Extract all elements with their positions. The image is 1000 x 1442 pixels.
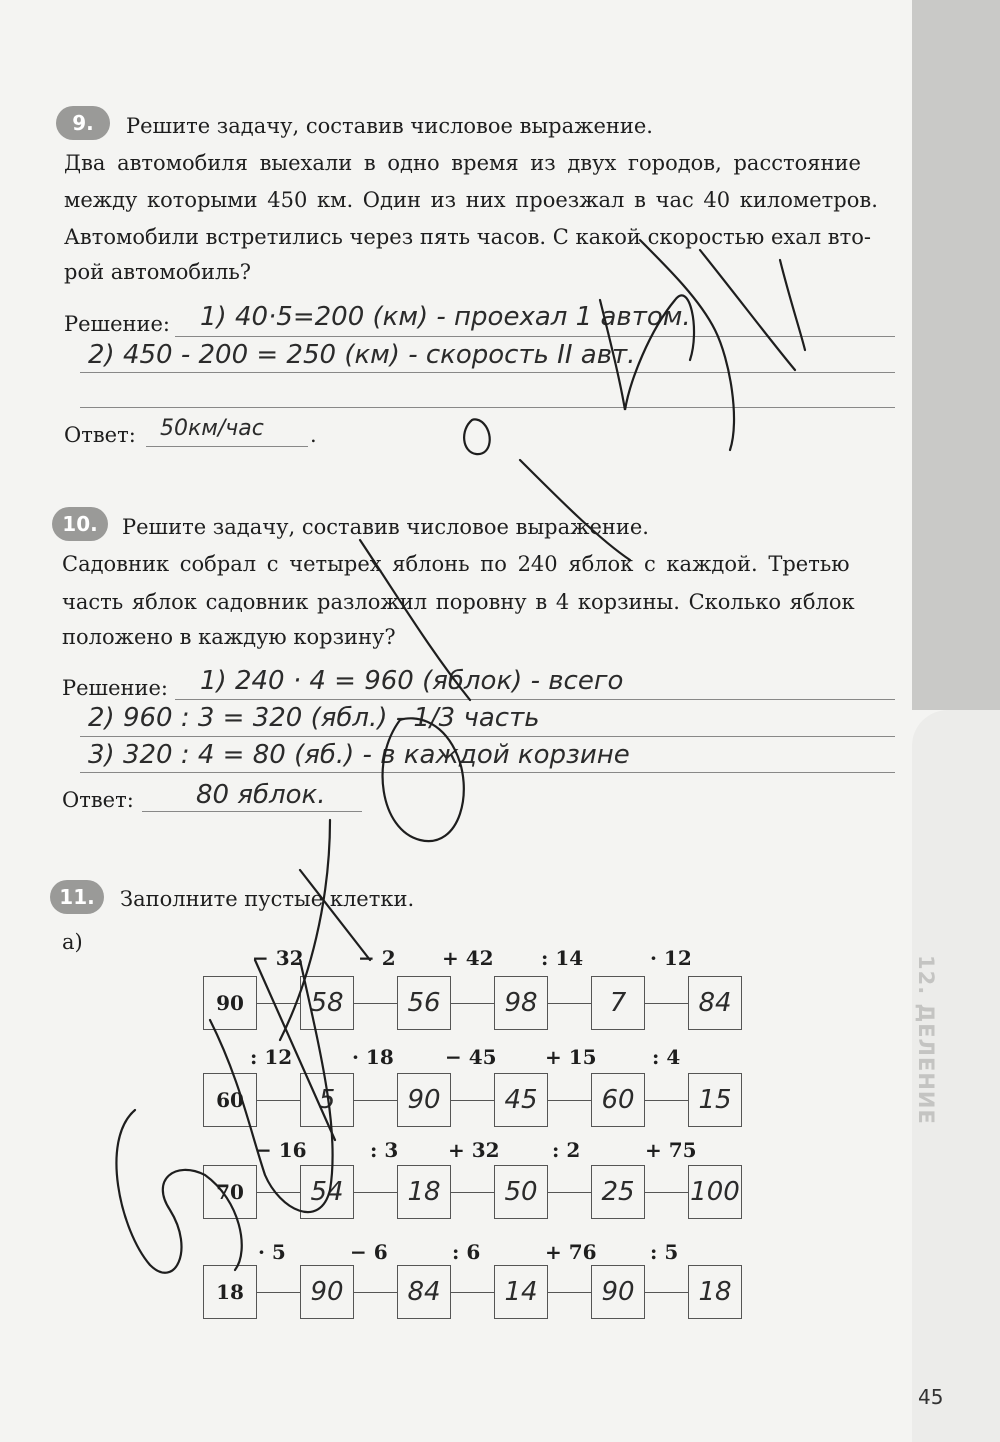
task-9-badge: 9. (56, 106, 110, 140)
chain-operation: − 32 (252, 946, 304, 970)
chain-connector (257, 1100, 300, 1101)
chain-connector (257, 1003, 300, 1004)
section-title (914, 955, 944, 1125)
chain-operation: + 76 (545, 1240, 597, 1264)
chain-answer-box[interactable]: 18 (397, 1165, 451, 1219)
task-10-solution-label: Решение: (62, 676, 169, 700)
task-9-rule-1 (175, 336, 895, 337)
task-9-answer: 50км/час (160, 416, 264, 441)
task-11-part-label: а) (62, 930, 83, 954)
chain-operation: · 18 (352, 1045, 394, 1069)
task-10-answer: 80 яблок. (196, 780, 326, 810)
task-9-rule-2 (80, 372, 895, 373)
task-10-answer-rule (142, 811, 362, 812)
task-9-answer-label: Ответ: (64, 423, 136, 447)
scribble-stroke (640, 240, 734, 450)
scribble-stroke (464, 419, 490, 454)
chain-start-box: 70 (203, 1165, 257, 1219)
chain-answer-box[interactable]: 25 (591, 1165, 645, 1219)
task-10-rule-3 (80, 772, 895, 773)
task-11-badge: 11. (50, 880, 104, 914)
chain-connector (548, 1100, 591, 1101)
section-title-text: 12. ДЕЛЕНИЕ (914, 955, 938, 1125)
task-9-text-4: рой автомобиль? (64, 260, 252, 284)
chain-answer-box[interactable]: 100 (688, 1165, 742, 1219)
task-9-solution-label: Решение: (64, 312, 171, 336)
chain-operation: − 2 (358, 946, 396, 970)
task-10-prompt: Решите задачу, составив числовое выражение. (122, 515, 649, 539)
page-number: 45 (918, 1385, 944, 1409)
chain-operation: : 3 (370, 1138, 399, 1162)
chain-connector (645, 1100, 688, 1101)
chain-connector (354, 1192, 397, 1193)
chain-operation: : 14 (541, 946, 584, 970)
chain-connector (354, 1003, 397, 1004)
chain-operation: · 12 (650, 946, 692, 970)
chain-operation: : 4 (652, 1045, 681, 1069)
task-9-text-2: между которыми 450 км. Один из них проезжал в час 40 километров. (64, 188, 878, 212)
chain-start-box: 18 (203, 1265, 257, 1319)
chain-operation: − 16 (255, 1138, 307, 1162)
chain-connector (451, 1100, 494, 1101)
chain-connector (354, 1292, 397, 1293)
task-9-rule-3 (80, 407, 895, 408)
chain-answer-box[interactable]: 45 (494, 1073, 548, 1127)
chain-operation: + 15 (545, 1045, 597, 1069)
chain-answer-box[interactable]: 50 (494, 1165, 548, 1219)
chain-answer-box[interactable]: 84 (688, 976, 742, 1030)
chain-operation: − 45 (445, 1045, 497, 1069)
scribble-stroke (520, 460, 630, 560)
chain-operation: + 42 (442, 946, 494, 970)
chain-answer-box[interactable]: 56 (397, 976, 451, 1030)
chain-answer-box[interactable]: 58 (300, 976, 354, 1030)
chain-answer-box[interactable]: 90 (397, 1073, 451, 1127)
chain-answer-box[interactable]: 14 (494, 1265, 548, 1319)
chain-connector (451, 1003, 494, 1004)
task-9-answer-dot: . (310, 423, 317, 447)
chain-operation: − 6 (350, 1240, 388, 1264)
chain-connector (645, 1192, 688, 1193)
chain-start-box: 60 (203, 1073, 257, 1127)
task-9-answer-rule (146, 446, 308, 447)
task-10-rule-2 (80, 736, 895, 737)
chain-connector (548, 1192, 591, 1193)
chain-answer-box[interactable]: 54 (300, 1165, 354, 1219)
task-10-text-1: Садовник собрал с четырех яблонь по 240 яблок с каждой. Третью (62, 552, 850, 576)
task-9-text-1: Два автомобиля выехали в одно время из двух городов, расстояние (64, 151, 861, 175)
chain-operation: + 32 (448, 1138, 500, 1162)
chain-operation: : 6 (452, 1240, 481, 1264)
chain-connector (257, 1192, 300, 1193)
task-9-solution-2: 2) 450 - 200 = 250 (км) - скорость II авт. (88, 340, 636, 370)
task-10-text-2: часть яблок садовник разложил поровну в 4 корзины. Сколько яблок (62, 590, 855, 614)
task-9-prompt: Решите задачу, составив числовое выражение. (126, 114, 653, 138)
scribble-stroke (700, 250, 795, 370)
chain-answer-box[interactable]: 7 (591, 976, 645, 1030)
task-10-solution-3: 3) 320 : 4 = 80 (яб.) - в каждой корзине (88, 740, 630, 770)
chain-connector (548, 1003, 591, 1004)
task-10-badge: 10. (52, 507, 108, 541)
section-tab (912, 0, 1000, 710)
chain-start-box: 90 (203, 976, 257, 1030)
task-9-text-3: Автомобили встретились через пять часов. С какой скоростью ехал вто- (64, 225, 871, 249)
chain-answer-box[interactable]: 60 (591, 1073, 645, 1127)
chain-operation: : 12 (250, 1045, 293, 1069)
task-9-solution-1: 1) 40·5=200 (км) - проехал 1 автом. (200, 302, 691, 332)
chain-connector (548, 1292, 591, 1293)
chain-connector (354, 1100, 397, 1101)
chain-connector (257, 1292, 300, 1293)
task-10-solution-2: 2) 960 : 3 = 320 (ябл.) - 1/3 часть (88, 703, 540, 733)
chain-answer-box[interactable]: 98 (494, 976, 548, 1030)
chain-connector (451, 1292, 494, 1293)
chain-operation: : 5 (650, 1240, 679, 1264)
chain-connector (645, 1003, 688, 1004)
chain-operation: : 2 (552, 1138, 581, 1162)
task-11-prompt: Заполните пустые клетки. (120, 887, 415, 911)
chain-answer-box[interactable]: 90 (300, 1265, 354, 1319)
task-10-solution-1: 1) 240 · 4 = 960 (яблок) - всего (200, 666, 624, 696)
task-10-rule-1 (175, 699, 895, 700)
chain-connector (645, 1292, 688, 1293)
chain-answer-box[interactable]: 5 (300, 1073, 354, 1127)
chain-answer-box[interactable]: 15 (688, 1073, 742, 1127)
chain-answer-box[interactable]: 18 (688, 1265, 742, 1319)
chain-operation: + 75 (645, 1138, 697, 1162)
chain-answer-box[interactable]: 84 (397, 1265, 451, 1319)
chain-answer-box[interactable]: 90 (591, 1265, 645, 1319)
task-10-answer-label: Ответ: (62, 788, 134, 812)
chain-connector (451, 1192, 494, 1193)
task-10-text-3: положено в каждую корзину? (62, 625, 396, 649)
chain-operation: · 5 (258, 1240, 286, 1264)
